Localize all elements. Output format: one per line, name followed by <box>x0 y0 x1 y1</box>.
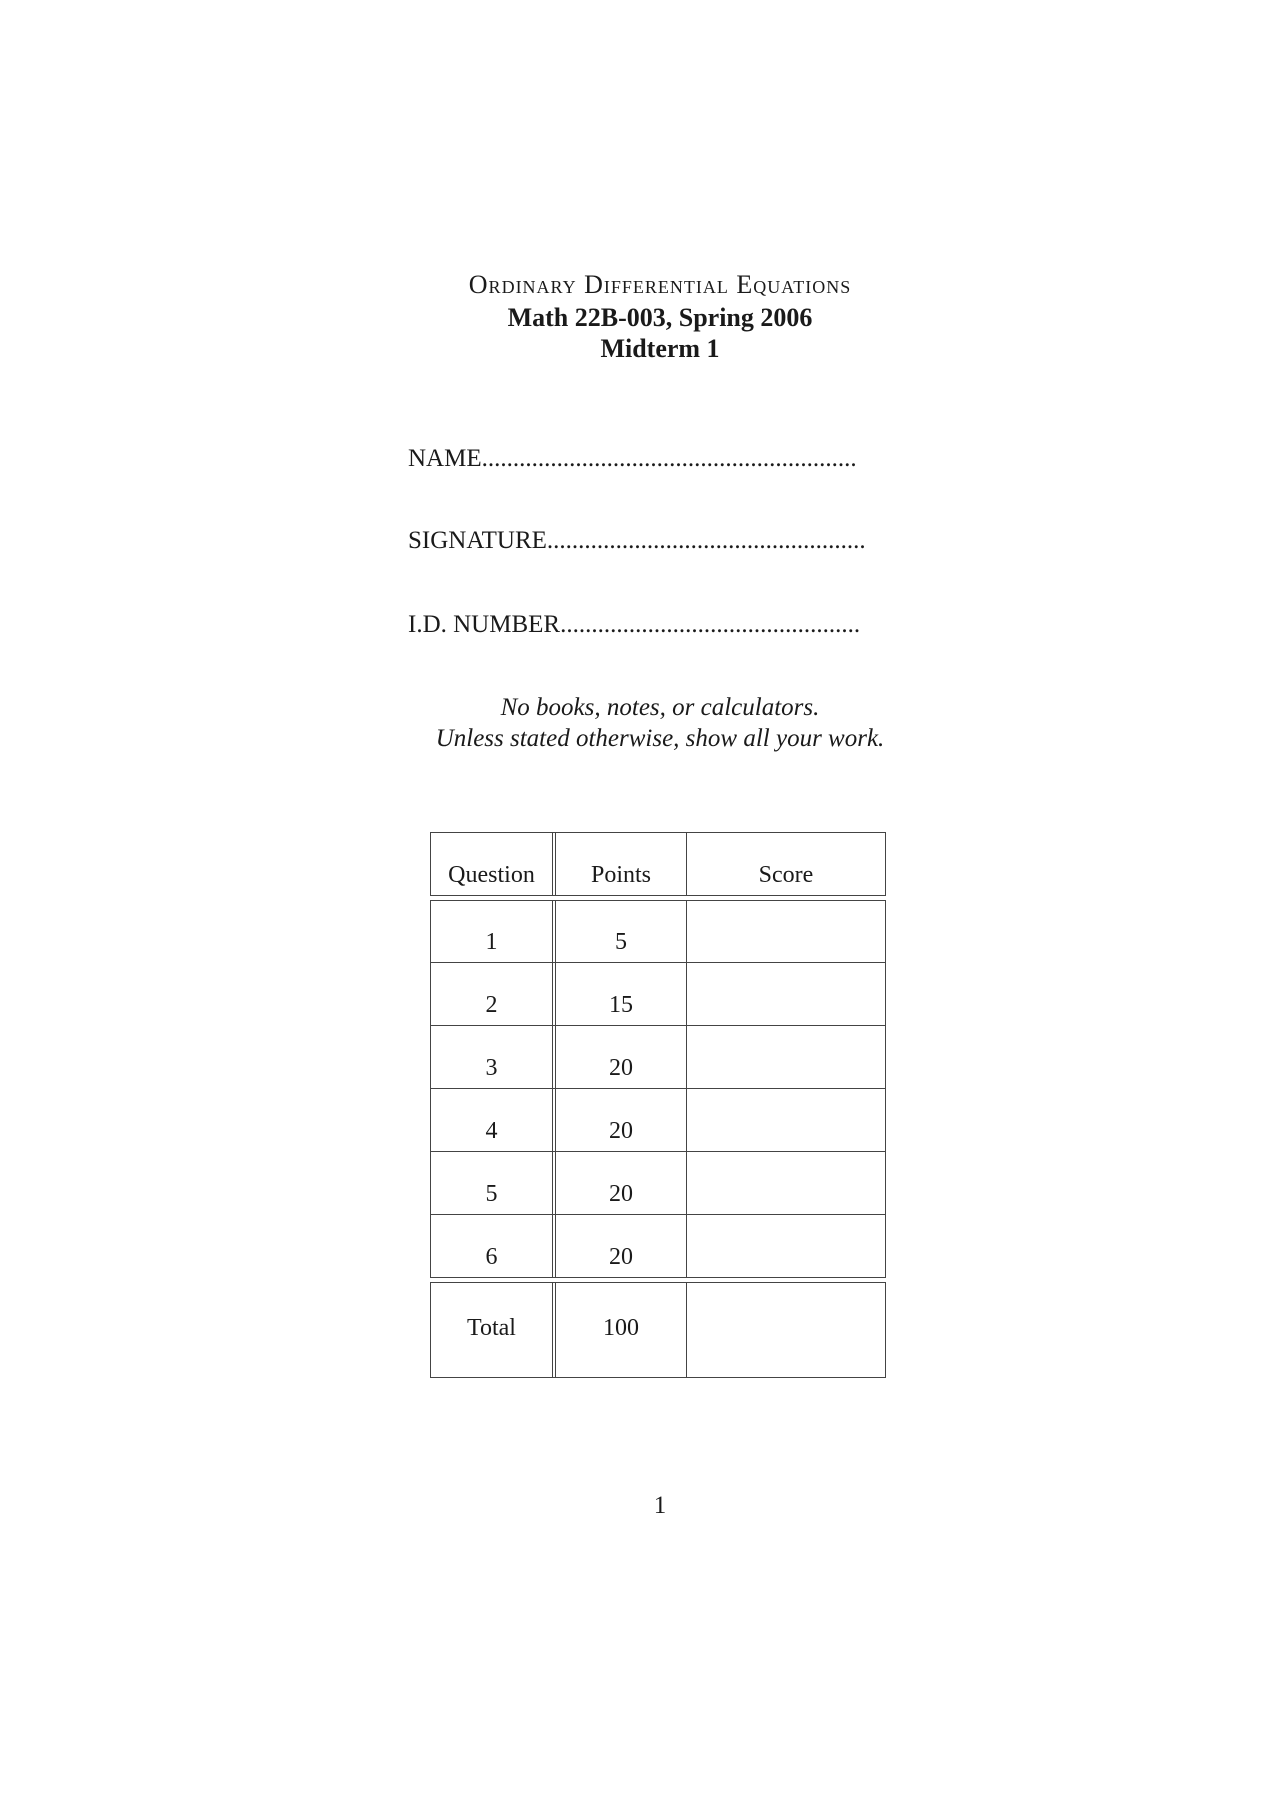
question-cell: 6 <box>431 1215 556 1277</box>
name-dots: ............................................................ <box>481 445 857 472</box>
score-cell[interactable] <box>687 963 885 1025</box>
instructions <box>0 692 1280 754</box>
name-label: NAME <box>408 445 482 472</box>
score-cell[interactable] <box>687 901 885 962</box>
table-row <box>430 1089 886 1152</box>
exam-header <box>0 268 1280 364</box>
header-question: Question <box>431 833 556 895</box>
question-cell: 5 <box>431 1152 556 1214</box>
id-number-label: I.D. NUMBER <box>408 611 561 638</box>
points-cell: 20 <box>556 1152 687 1214</box>
score-cell[interactable] <box>687 1152 885 1214</box>
total-score-cell[interactable] <box>687 1283 885 1377</box>
score-table <box>430 832 886 1378</box>
question-cell: 2 <box>431 963 556 1025</box>
table-row <box>430 1215 886 1278</box>
id-number-field[interactable] <box>408 610 908 640</box>
course-title: Ordinary Differential Equations <box>468 270 852 299</box>
course-code: Math 22B-003, Spring 2006 <box>507 303 813 332</box>
table-row <box>430 900 886 963</box>
id-number-dots: ................................................ <box>560 611 861 638</box>
page-number: 1 <box>653 1492 667 1519</box>
table-row <box>430 963 886 1026</box>
name-field[interactable] <box>408 444 908 474</box>
points-cell: 5 <box>556 901 687 962</box>
score-cell[interactable] <box>687 1089 885 1151</box>
question-cell: 4 <box>431 1089 556 1151</box>
table-row <box>430 1152 886 1215</box>
exam-name: Midterm 1 <box>600 334 720 363</box>
table-header-row <box>430 832 886 896</box>
signature-dots: ................................................... <box>546 527 866 554</box>
points-cell: 20 <box>556 1089 687 1151</box>
score-cell[interactable] <box>687 1215 885 1277</box>
instructions-line-1: No books, notes, or calculators. <box>500 694 820 721</box>
points-cell: 20 <box>556 1215 687 1277</box>
total-label: Total <box>431 1283 556 1377</box>
signature-field[interactable] <box>408 526 908 556</box>
table-total-row <box>430 1282 886 1378</box>
score-cell[interactable] <box>687 1026 885 1088</box>
points-cell: 20 <box>556 1026 687 1088</box>
header-score: Score <box>758 862 814 888</box>
table-row <box>430 1026 886 1089</box>
total-points: 100 <box>556 1283 687 1377</box>
instructions-line-2: Unless stated otherwise, show all your work. <box>435 725 885 752</box>
points-cell: 15 <box>556 963 687 1025</box>
signature-label: SIGNATURE <box>408 527 547 554</box>
question-cell: 3 <box>431 1026 556 1088</box>
header-points: Points <box>556 833 687 895</box>
question-cell: 1 <box>431 901 556 962</box>
